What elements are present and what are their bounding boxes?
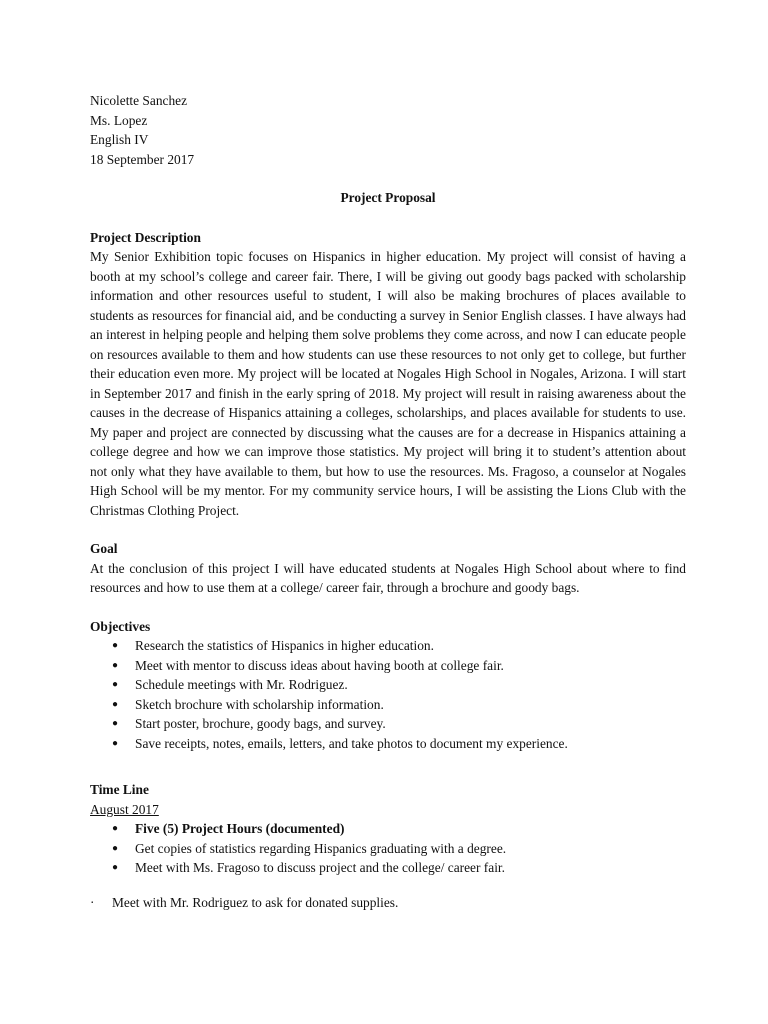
- list-item: ● Start poster, brochure, goody bags, and survey.: [90, 714, 686, 734]
- project-description-heading: Project Description: [90, 229, 201, 245]
- objectives-section: [90, 617, 686, 754]
- list-item: ● Sketch brochure with scholarship information.: [90, 695, 686, 715]
- list-item: ● Five (5) Project Hours (documented): [90, 819, 686, 839]
- bullet-icon: ●: [112, 823, 119, 834]
- document-page: [90, 91, 686, 912]
- timeline-extra-item: · Meet with Mr. Rodriguez to ask for donated supplies.: [90, 893, 686, 913]
- timeline-heading: Time Line: [90, 782, 149, 797]
- bullet-icon: ●: [112, 718, 119, 729]
- bullet-icon: ●: [112, 640, 119, 651]
- document-title: Project Proposal: [340, 190, 436, 205]
- bullet-icon: ●: [112, 659, 119, 671]
- list-item: ● Meet with mentor to discuss ideas about having booth at college fair.: [90, 656, 686, 676]
- list-item: ● Meet with Ms. Fragoso to discuss project and the college/ career fair.: [90, 858, 686, 878]
- list-item: ● Schedule meetings with Mr. Rodriguez.: [90, 675, 686, 695]
- dot-marker-icon: ·: [90, 894, 95, 910]
- objectives-heading: Objectives: [90, 618, 151, 634]
- goal-heading: Goal: [90, 541, 118, 556]
- list-item: ● Research the statistics of Hispanics in higher education.: [90, 636, 686, 656]
- list-item: ● Save receipts, notes, emails, letters, and take photos to document my experience.: [90, 734, 686, 754]
- goal-section: [90, 539, 686, 598]
- project-description-text: My Senior Exhibition topic focuses on Hispanics in higher education. My project will consist of having a booth at my school’s college and career fair. There, I will be giving out goody bags packed with scholarship information and other resources useful to student, I will also be making brochures of places available to students as resources for financial aid, and be conducting a survey in Senior English classes. I have always had an interest in helping people and helping them solve problems they come across, and now I can educate people on resources available to them and how students can use these resources to not only get to college, but further their education even more. My project will be located at Nogales High School in Nogales, Arizona. I will start in September 2017 and finish in the early spring of 2018. My project will result in raising awareness about the causes in the decrease of Hispanics attaining a colleges, scholarships, and places available for students to use. My paper and project are connected by discussing what the causes are for a decrease in Hispanics attaining a college degree and how we can improve those statistics. My project will bring it to student’s attention about not only what they have available to them, but how to use the resources. Ms. Fragoso, a counselor at Nogales High School will be my mentor. For my community service hours, I will be assisting the Lions Club with the Christmas Clothing Project.: [90, 249, 686, 518]
- objectives-list: [90, 636, 686, 753]
- bullet-icon: ●: [112, 737, 119, 749]
- bullet-icon: ●: [112, 698, 119, 710]
- goal-text: At the conclusion of this project I will have educated students at Nogales High School about where to find resources and how to use them at a college/ career fair, through a brochure and goody bags.: [90, 560, 686, 595]
- project-description-section: [90, 228, 686, 521]
- timeline-list: [90, 819, 686, 878]
- list-item: ● Get copies of statistics regarding Hispanics graduating with a degree.: [90, 839, 686, 859]
- bullet-icon: ●: [112, 679, 119, 690]
- header-block: [90, 91, 686, 169]
- bullet-icon: ●: [112, 862, 119, 873]
- timeline-section: [90, 780, 686, 912]
- timeline-month: August 2017: [90, 801, 159, 817]
- course-name: English IV: [90, 132, 149, 147]
- bullet-icon: ●: [112, 842, 119, 854]
- teacher-name: Ms. Lopez: [90, 112, 148, 128]
- document-date: 18 September 2017: [90, 151, 195, 167]
- author-name: Nicolette Sanchez: [90, 93, 188, 108]
